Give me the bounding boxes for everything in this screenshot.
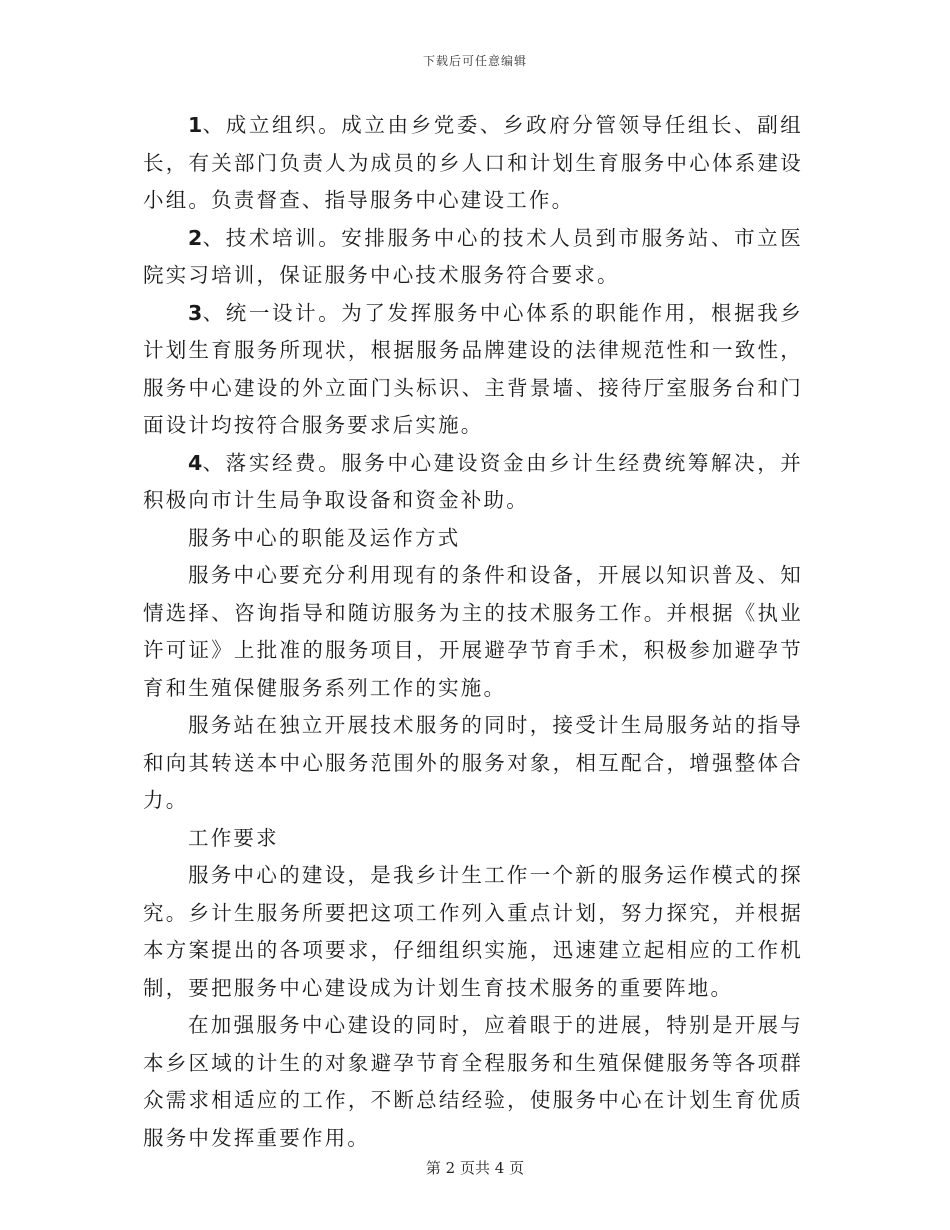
- item-number: 2: [188, 225, 203, 250]
- paragraph-text: 服务中心要充分利用现有的条件和设备，开展以知识普及、知情选择、咨询指导和随访服务为主的技术服务工作。并根据《执业许可证》上批准的服务项目，开展避孕节育手术，积极参加避孕节育和生殖保健服务系列工作的实施。: [143, 563, 803, 700]
- paragraph-functions-1: [143, 557, 803, 707]
- section-heading-requirements: [143, 820, 803, 858]
- paragraph-text: 、成立组织。成立由乡党委、乡政府分管领导任组长、副组长，有关部门负责人为成员的乡人口和计划生育服务中心体系建设小组。负责督查、指导服务中心建设工作。: [143, 113, 803, 212]
- page-number-footer: 第 2 页共 4 页: [425, 1159, 525, 1177]
- paragraph-1: [143, 107, 803, 220]
- paragraph-text: 服务中心的建设，是我乡计生工作一个新的服务运作模式的探究。乡计生服务所要把这项工作列入重点计划，努力探究，并根据本方案提出的各项要求，仔细组织实施，迅速建立起相应的工作机制，要把服务中心建设成为计划生育技术服务的重要阵地。: [143, 863, 803, 1000]
- paragraph-functions-2: [143, 707, 803, 820]
- paragraph-text: 服务站在独立开展技术服务的同时，接受计生局服务站的指导和向其转送本中心服务范围外的服务对象，相互配合，增强整体合力。: [143, 713, 803, 812]
- item-number: 3: [188, 300, 203, 325]
- paragraph-2: [143, 220, 803, 295]
- paragraph-requirements-1: [143, 857, 803, 1007]
- paragraph-text: 、技术培训。安排服务中心的技术人员到市服务站、市立医院实习培训，保证服务中心技术服务符合要求。: [143, 225, 803, 287]
- item-number: 4: [188, 450, 203, 475]
- heading-text: 工作要求: [188, 825, 279, 850]
- paragraph-text: 、统一设计。为了发挥服务中心体系的职能作用，根据我乡计划生育服务所现状，根据服务品牌建设的法律规范性和一致性，服务中心建设的外立面门头标识、主背景墙、接待厅室服务台和门面设计均按符合服务要求后实施。: [143, 300, 803, 437]
- paragraph-text: 、落实经费。服务中心建设资金由乡计生经费统筹解决，并积极向市计生局争取设备和资金补助。: [143, 450, 803, 512]
- item-number: 1: [188, 113, 203, 137]
- heading-text: 服务中心的职能及运作方式: [188, 525, 461, 550]
- document-body: [143, 107, 803, 1157]
- paragraph-requirements-2: [143, 1007, 803, 1157]
- paragraph-text: 在加强服务中心建设的同时，应着眼于的进展，特别是开展与本乡区域的计生的对象避孕节育全程服务和生殖保健服务等各项群众需求相适应的工作，不断总结经验，使服务中心在计划生育优质服务中发挥重要作用。: [143, 1013, 803, 1150]
- page-header: 下载后可任意编辑: [422, 54, 527, 68]
- paragraph-3: [143, 295, 803, 445]
- section-heading-functions: [143, 520, 803, 558]
- paragraph-4: [143, 445, 803, 520]
